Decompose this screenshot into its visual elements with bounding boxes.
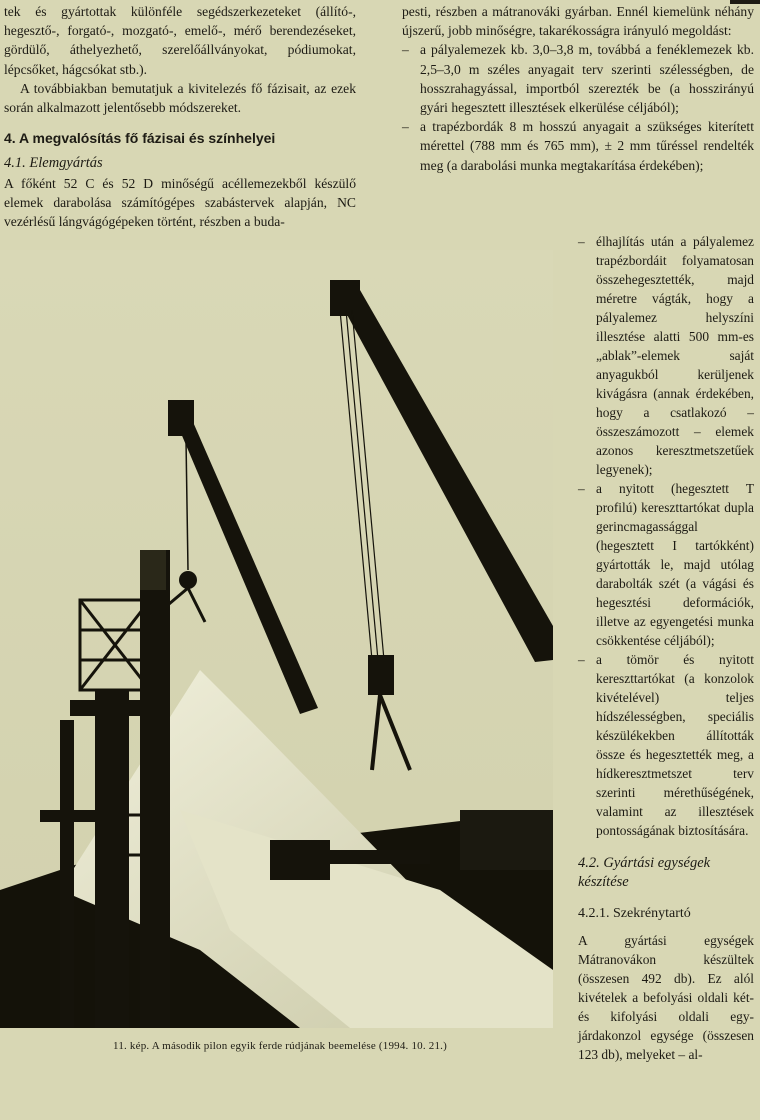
section-heading-4-1: 4.1. Elemgyártás	[4, 155, 103, 172]
right-column-narrow	[578, 232, 754, 1064]
right-column-top	[402, 2, 754, 175]
crane-lifting-pylon-photo	[0, 250, 553, 1028]
section-heading-4-2: 4.2. Gyártási egységek készítése	[578, 855, 711, 890]
left-paragraph-3: A főként 52 C és 52 D minőségű acéllemezekből készülő elemek darabolása számítógépes szabástervek alapján, NC vezérlésű lángvágógépeken történt, részben a buda-	[4, 175, 356, 230]
right-paragraph-1: pesti, részben a mátranováki gyárban. Ennél kiemelünk néhány újszerű, jobb minőségre, takarékosságra irányuló megoldást:	[402, 4, 754, 39]
list-item: – a nyitott (hegesztett T profilú) kereszttartókat dupla gerincmagassággal (hegesztett I tartókként) gyártották le, majd utólag darabolták szét (a vágási és hegesztési deformációk, illetve az egyengetési munka csökkentése céljából);	[578, 481, 754, 648]
right-last-paragraph: A gyártási egységek Mátranovákon készültek (összesen 492 db). Ez alól kivételek a befolyási oldali két- és kifolyási oldali egy- járdakonzol egysége (összesen 123 db), melyeket – al-	[578, 933, 754, 1062]
list-item: – a tömör és nyitott kereszttartókat (a konzolok kivételével) teljes hídszélességben, speciális készülékekben állították össze és hegesztették meg, a hídkeresztmetszet terv szerinti mérethűségének, valamint az illesztések pontosságának biztosítására.	[578, 652, 754, 838]
list-item: – élhajlítás után a pályalemez trapézbordáit folyamatosan összehegesztették, majd méretre vágták, hogy a pályalemez helyszíni illesztése alatti 500 mm-es „ablak”-elemek saját anyagukból kerüljenek kivágásra (annak érdekében, hogy a csatlakozó – összeszámozott – elemek azonos keresztmetszetűek legyenek);	[578, 234, 754, 477]
section-heading-4: 4. A megvalósítás fő fázisai és színhelyei	[4, 130, 276, 147]
section-heading-4-2-1: 4.2.1. Szekrénytartó	[578, 906, 691, 921]
photo-caption: 11. kép. A második pilon egyik ferde rúdjának beemelése (1994. 10. 21.)	[113, 1040, 447, 1052]
list-item: – a trapézbordák 8 m hosszú anyagait a szükséges kiterített mérettel (788 mm és 765 mm), ± 2 mm tűréssel rendelték meg (a darabolási munka megtakarítása érdekében);	[402, 119, 754, 173]
left-paragraph-1: tek és gyártottak különféle segédszerkezeteket (állító-, hegesztő-, forgató-, mozgató-, emelő-, mérő berendezéseket, gördülő, áthelyezhető, szerelőállványokat, pódiumokat, lépcsőket, hágcsókat stb.).	[4, 4, 356, 77]
left-column	[4, 2, 356, 231]
left-paragraph-2: A továbbiakban bemutatjuk a kivitelezés fő fázisait, az ezek során alkalmazott jelentősebb módszereket.	[4, 80, 356, 116]
list-item: – a pályalemezek kb. 3,0–3,8 m, továbbá a fenéklemezek kb. 2,5–3,0 m széles anyagait terv szerinti szélességben, de hosszrahagyással, importból szerezték be (a hosszirányú gyári hegesztett illesztések elkerülése céljából);	[402, 42, 754, 116]
